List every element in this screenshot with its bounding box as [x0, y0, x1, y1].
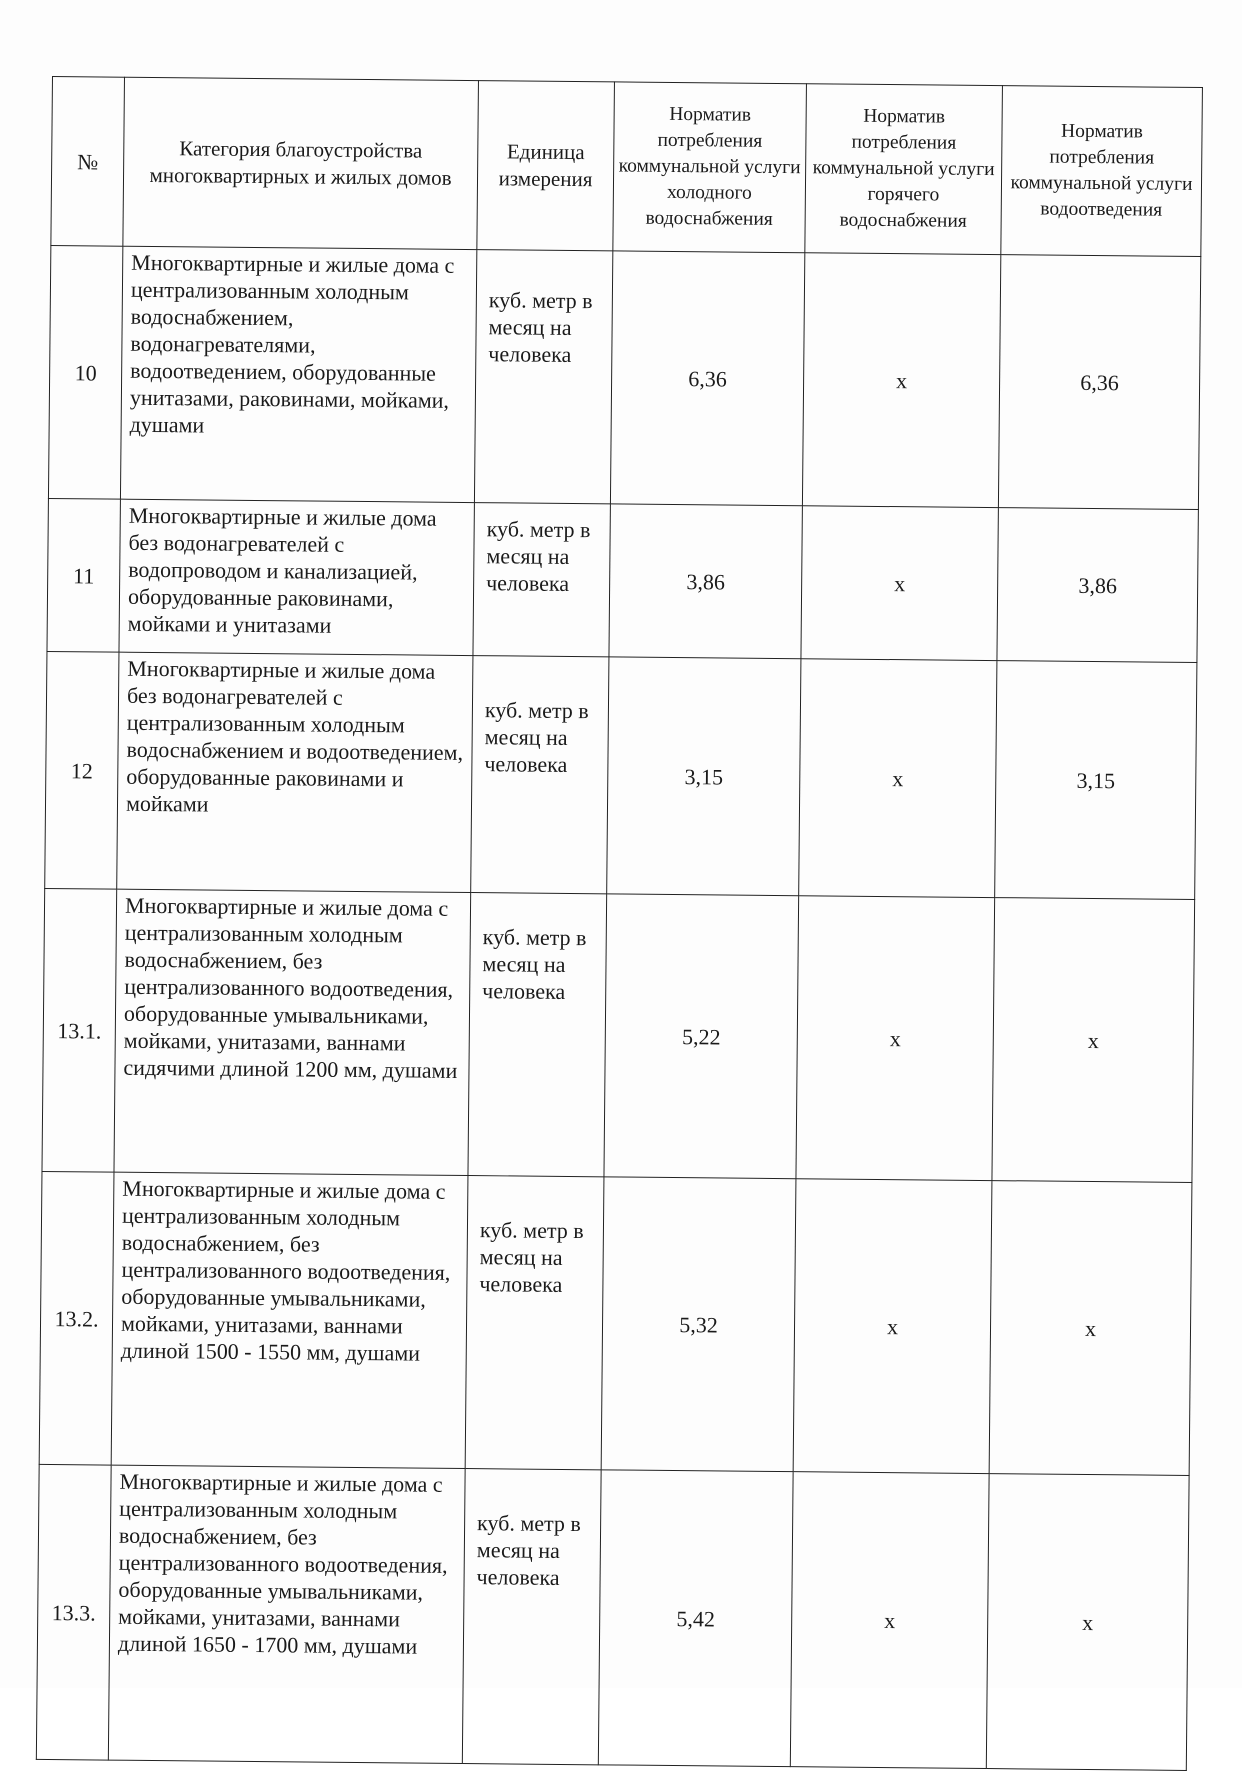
header-hot-water-norm: Норматив потребления коммунальной услуги горячего водоснабжения [805, 84, 1003, 255]
row-number: 13.2. [39, 1171, 114, 1465]
row-cold-water-value: 6,36 [610, 251, 804, 506]
row-category [111, 1172, 468, 1468]
row-drainage-value: 3,15 [995, 661, 1197, 900]
row-number: 10 [48, 245, 122, 499]
row-hot-water-value: х [802, 253, 1000, 508]
row-category-text: Многоквартирные и жилые дома без водонагревателей с централизованным холодным водоснабжением и водоотведением, оборудованные раковинами и мойками [125, 655, 464, 817]
row-hot-water-value: х [799, 659, 997, 898]
row-cold-water-value: 3,86 [609, 504, 802, 659]
table-row [39, 1171, 1192, 1475]
table-row [48, 245, 1200, 509]
table-row [47, 498, 1198, 662]
row-unit [462, 1469, 601, 1765]
row-number: 13.3. [36, 1464, 111, 1760]
consumption-norms-table [36, 76, 1203, 1771]
row-category [114, 889, 471, 1175]
row-drainage-value: 3,86 [997, 508, 1198, 663]
header-number: № [51, 77, 125, 247]
row-number: 11 [47, 498, 120, 652]
header-drainage-norm: Норматив потребления коммунальной услуги водоотведения [1001, 86, 1203, 257]
row-cold-water-value: 5,32 [601, 1177, 796, 1472]
row-category [117, 652, 473, 892]
row-unit [471, 656, 609, 894]
row-cold-water-value: 5,22 [604, 894, 799, 1179]
row-drainage-value: х [986, 1474, 1189, 1771]
table-row [42, 888, 1195, 1182]
row-number: 13.1. [42, 888, 117, 1172]
row-category [120, 246, 476, 502]
header-category: Категория благоустройства многоквартирных и жилых домов [123, 77, 479, 249]
row-unit [468, 893, 607, 1177]
row-cold-water-value: 5,42 [598, 1470, 793, 1767]
row-hot-water-value: х [801, 506, 998, 661]
row-category-text: Многоквартирные и жилые дома без водонагревателей с водопроводом и канализацией, оборудованные раковинами, мойками и унитазами [127, 502, 437, 638]
row-unit-text: куб. метр в месяц на человека [476, 1510, 581, 1590]
row-category [108, 1465, 465, 1763]
row-drainage-value: х [992, 898, 1195, 1183]
row-category-text: Многоквартирные и жилые дома с централизованным холодным водоснабжением, водонагревателями, водоотведением, оборудованные унитазами, раковинами, мойками, душами [129, 249, 455, 438]
row-unit-text: куб. метр в месяц на человека [488, 287, 593, 367]
row-drainage-value: 6,36 [998, 255, 1200, 510]
row-hot-water-value: х [793, 1179, 992, 1474]
row-unit [465, 1176, 604, 1470]
row-unit [474, 250, 612, 504]
row-category-text: Многоквартирные и жилые дома с централизованным холодным водоснабжением, без централизованного водоотведения, оборудованные умывальниками, мойками, унитазами, ваннами длиной 1650 - 1700 мм, душами [117, 1468, 448, 1659]
row-unit-text: куб. метр в месяц на человека [484, 697, 589, 777]
header-unit: Единица измерения [477, 81, 615, 251]
row-hot-water-value: х [796, 896, 995, 1181]
row-unit-text: куб. метр в месяц на человека [486, 516, 591, 596]
row-category-text: Многоквартирные и жилые дома с централизованным холодным водоснабжением, без централизованного водоотведения, оборудованные умывальниками, мойками, унитазами, ваннами сидячими длиной 1200 мм, душами [123, 892, 458, 1083]
table-row [45, 651, 1197, 899]
row-unit-text: куб. метр в месяц на человека [479, 1217, 584, 1297]
table-header-row [51, 77, 1203, 257]
table-row [36, 1464, 1189, 1770]
row-cold-water-value: 3,15 [607, 657, 801, 896]
row-category-text: Многоквартирные и жилые дома с централизованным холодным водоснабжением, без централизованного водоотведения, оборудованные умывальниками, мойками, унитазами, ваннами длиной 1500 - 1550 мм, душами [120, 1175, 451, 1366]
header-cold-water-norm: Норматив потребления коммунальной услуги холодного водоснабжения [613, 82, 807, 253]
row-drainage-value: х [989, 1181, 1192, 1476]
row-unit-text: куб. метр в месяц на человека [482, 924, 587, 1004]
row-hot-water-value: х [790, 1472, 989, 1769]
row-unit [473, 503, 610, 657]
row-number: 12 [45, 651, 119, 889]
row-category [119, 499, 474, 655]
